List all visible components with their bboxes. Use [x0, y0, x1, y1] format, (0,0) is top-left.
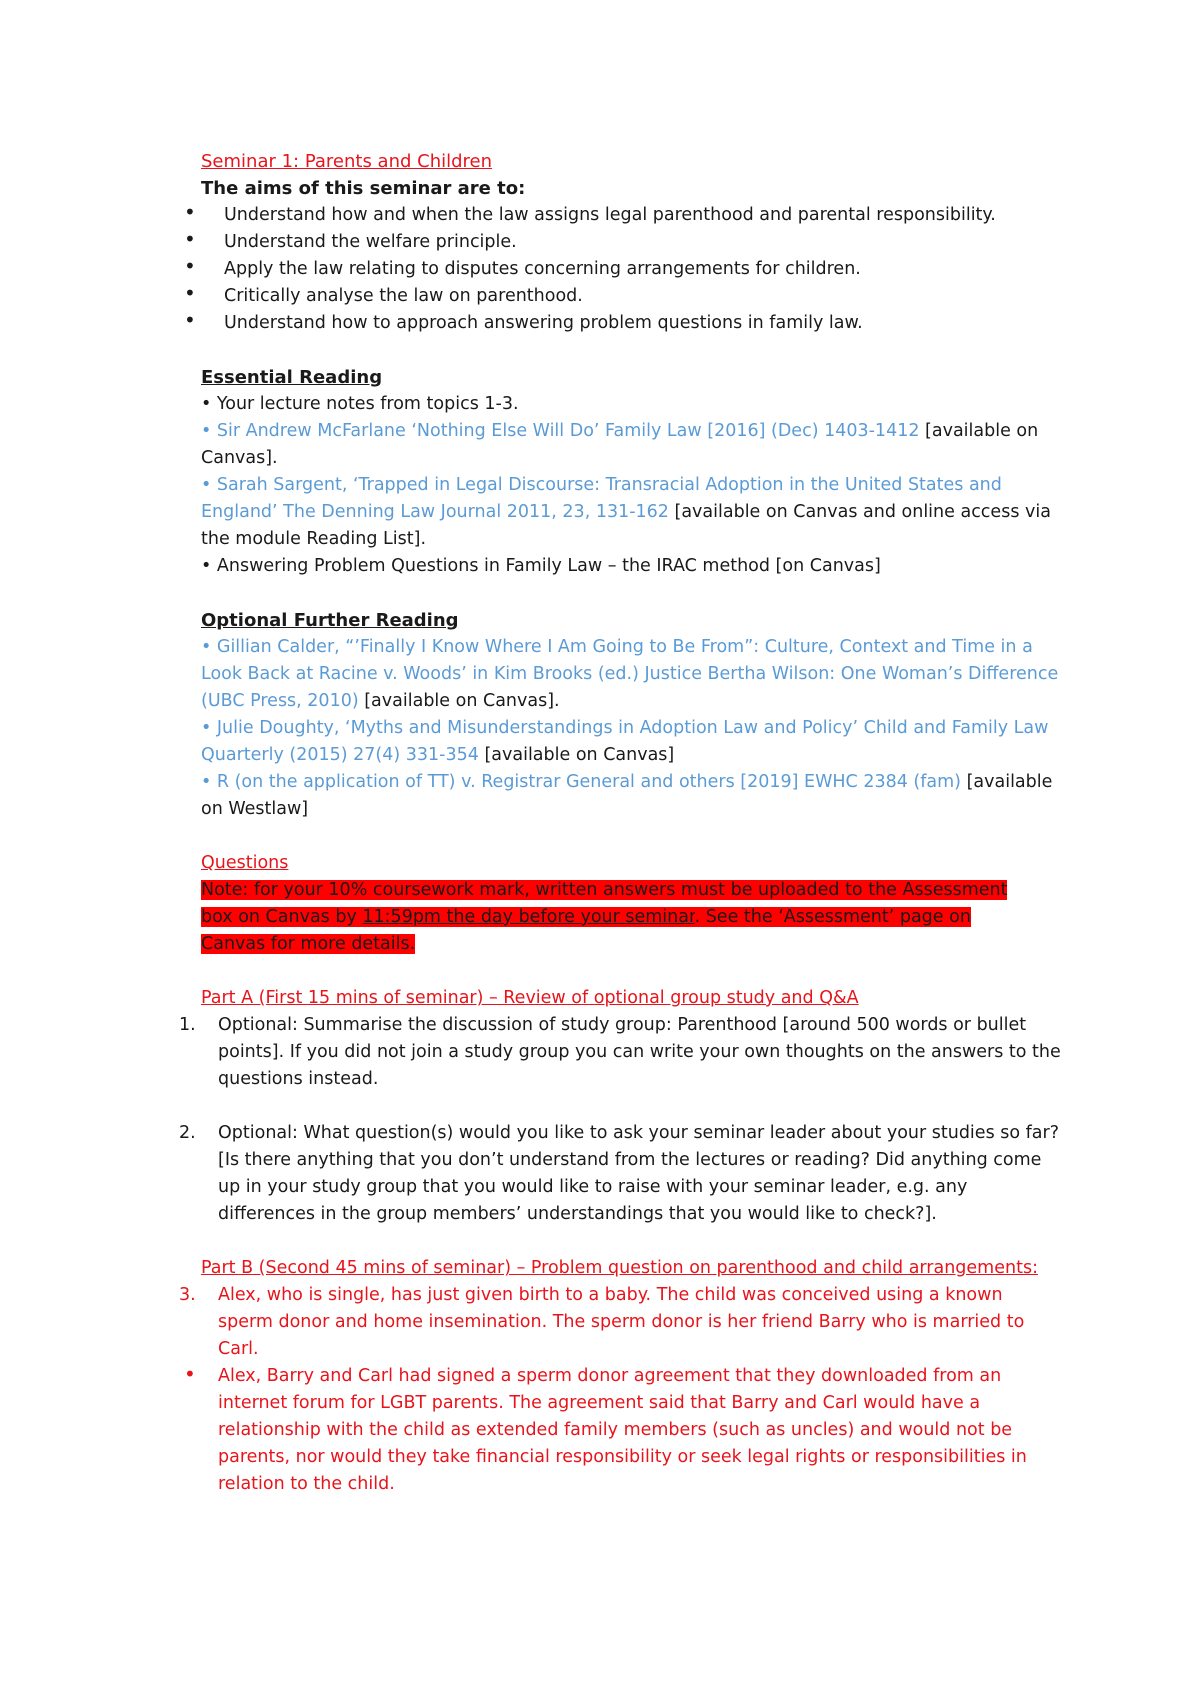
question-item: 2. Optional: What question(s) would you like to ask your seminar leader about your studies so far? [Is there anything that you don’t understand from the lectures or reading? Did anything come up in your study group that you would like to raise with your seminar leader, e.g. any differences in the group members’ understandings that you would like to check?]. — [179, 1123, 1059, 1224]
reading-link[interactable]: • Julie Doughty, ‘Myths and Misunderstandings in Adoption Law and Policy’ Child and Family Law Quarterly (2015) 27(4) 331-354 — [201, 718, 1049, 765]
coursework-note: Note: for your 10% coursework mark, written answers must be uploaded to the Assessment box on Canvas by 11:59pm the day before your seminar. See the ‘Assessment’ page on Canvas for more details. — [201, 880, 1008, 954]
part-b-questions — [179, 1282, 1061, 1498]
optional-reading-list — [201, 634, 1061, 823]
reading-item: • Sir Andrew McFarlane ‘Nothing Else Will Do’ Family Law [2016] (Dec) 1403-1412 [available on Canvas]. — [201, 421, 1039, 468]
part-a-heading: Part A (First 15 mins of seminar) – Review of optional group study and Q&A — [201, 988, 859, 1008]
optional-reading-heading: Optional Further Reading — [201, 610, 459, 631]
part-a-questions — [179, 1012, 1061, 1228]
deadline: 11:59pm the day before your seminar — [362, 907, 695, 927]
aim-item: • Apply the law relating to disputes concerning arrangements for children. — [184, 254, 861, 279]
bullet-icon: • — [184, 200, 196, 224]
reading-item: • Your lecture notes from topics 1-3. — [201, 394, 519, 414]
reading-item: • R (on the application of TT) v. Registrar General and others [2019] EWHC 2384 (fam) [available on Westlaw] — [201, 772, 1053, 819]
questions-heading: Questions — [201, 853, 289, 873]
aim-item: • Understand how and when the law assigns legal parenthood and parental responsibility. — [184, 200, 996, 225]
aims-list — [184, 200, 1061, 337]
reading-item: • Answering Problem Questions in Family Law – the IRAC method [on Canvas] — [201, 556, 881, 576]
reading-item: • Sarah Sargent, ‘Trapped in Legal Discourse: Transracial Adoption in the United States and England’ The Denning Law Journal 2011, 23, 131-162 [available on Canvas and online access via the module Reading List]. — [201, 475, 1051, 549]
part-b-heading: Part B (Second 45 mins of seminar) – Problem question on parenthood and child arrangements: — [201, 1258, 1038, 1278]
seminar-title: Seminar 1: Parents and Children — [201, 151, 493, 172]
question-item: 1. Optional: Summarise the discussion of study group: Parenthood [around 500 words or bullet points]. If you did not join a study group you can write your own thoughts on the answers to the questions instead. — [179, 1015, 1061, 1089]
question-item: 3. Alex, who is single, has just given birth to a baby. The child was conceived using a known sperm donor and home insemination. The sperm donor is her friend Barry who is married to Carl. — [179, 1285, 1025, 1359]
reading-link[interactable]: • Gillian Calder, “’Finally I Know Where I Am Going to Be From”: Culture, Context and Time in a Look Back at Racine v. Woods’ in Kim Brooks (ed.) Justice Bertha Wilson: One Woman’s Difference (UBC Press, 2010) — [201, 637, 1059, 711]
reading-link[interactable]: • R (on the application of TT) v. Registrar General and others [2019] EWHC 2384 (fam) — [201, 772, 962, 792]
essential-reading-list — [201, 391, 1061, 580]
bullet-icon: • — [184, 281, 196, 305]
bullet-icon: • — [184, 1362, 196, 1386]
document-body — [179, 148, 1061, 1498]
bullet-icon: • — [184, 254, 196, 278]
aims-heading: The aims of this seminar are to: — [201, 178, 526, 199]
aim-item: • Understand the welfare principle. — [184, 227, 517, 252]
reading-link[interactable]: • Sarah Sargent, ‘Trapped in Legal Discourse: Transracial Adoption in the United States and England’ The Denning Law Journal 2011, 23, 131-162 — [201, 475, 1002, 522]
essential-reading-heading: Essential Reading — [201, 367, 383, 388]
bullet-icon: • — [184, 227, 196, 251]
reading-item: • Julie Doughty, ‘Myths and Misunderstandings in Adoption Law and Policy’ Child and Family Law Quarterly (2015) 27(4) 331-354 [available on Canvas] — [201, 718, 1049, 765]
question-bullet: • Alex, Barry and Carl had signed a sperm donor agreement that they downloaded from an internet forum for LGBT parents. The agreement said that Barry and Carl would have a relationship with the child as extended family members (such as uncles) and would not be parents, nor would they take financial responsibility or seek legal rights or responsibilities in relation to the child. — [184, 1362, 1027, 1494]
spacer — [201, 1093, 1061, 1120]
reading-link[interactable]: • Sir Andrew McFarlane ‘Nothing Else Will Do’ Family Law [2016] (Dec) 1403-1412 — [201, 421, 920, 441]
aim-item: • Critically analyse the law on parenthood. — [184, 281, 583, 306]
reading-item: • Gillian Calder, “’Finally I Know Where I Am Going to Be From”: Culture, Context and Time in a Look Back at Racine v. Woods’ in Kim Brooks (ed.) Justice Bertha Wilson: One Woman’s Difference (UBC Press, 2010) [available on Canvas]. — [201, 637, 1059, 711]
aim-item: • Understand how to approach answering problem questions in family law. — [184, 308, 863, 333]
bullet-icon: • — [184, 308, 196, 332]
